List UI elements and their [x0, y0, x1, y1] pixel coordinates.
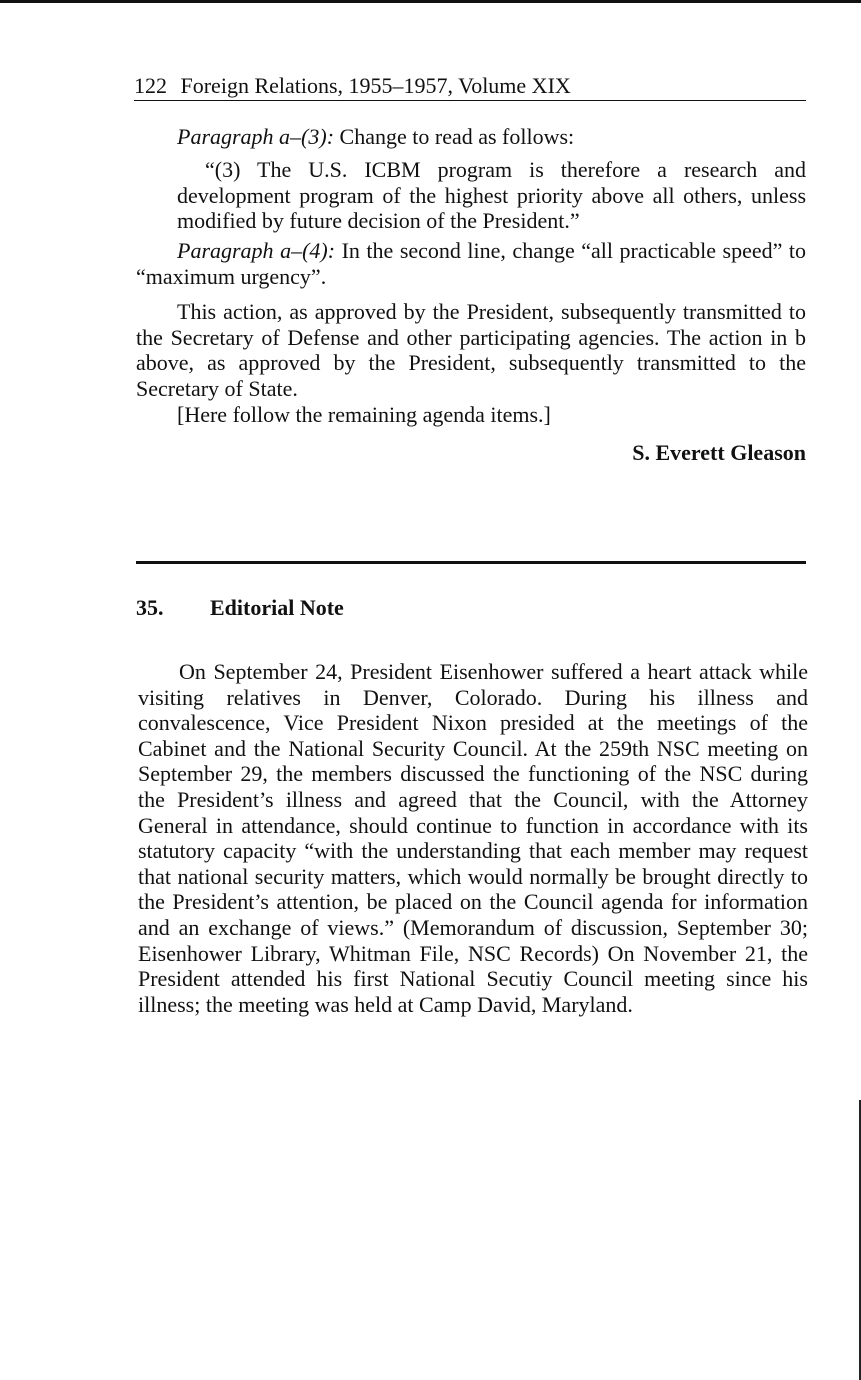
paragraph-a3-text: Change to read as follows:: [334, 124, 575, 149]
running-title: Foreign Relations, 1955–1957, Volume XIX: [180, 73, 571, 98]
quote-text: “(3) The U.S. ICBM program is therefore a research and development program of the highest priority above all others, unless modified by future decision of the President.”: [177, 157, 806, 233]
page-number: 122: [134, 73, 167, 98]
signature: S. Everett Gleason: [632, 440, 806, 465]
section-title: Editorial Note: [210, 595, 344, 620]
paragraph-a4-label: Paragraph a–(4):: [177, 238, 336, 263]
section-number: 35.: [136, 595, 164, 620]
paragraph-a3-quote: [177, 157, 806, 234]
paragraph-a3-label: Paragraph a–(3):: [177, 124, 335, 149]
remaining-items-note: [Here follow the remaining agenda items.]: [177, 402, 551, 427]
action-paragraph: This action, as approved by the President, subsequently transmitted to the Secretary of Defense and other participating agencies. The action in b above, as approved by the President, subsequently transmitted to the Secretary of State.: [136, 299, 806, 401]
running-header: [134, 72, 806, 101]
section-heading: [136, 595, 344, 621]
paragraph-a3-instruction: [177, 124, 806, 150]
page-top-border: [0, 0, 861, 3]
paragraph-a4-instruction: [136, 238, 806, 289]
section-divider: [136, 561, 806, 564]
paragraph-a4-text: In the second line, change “all practicable speed” to “maximum urgency”.: [136, 238, 806, 289]
editorial-note-body: On September 24, President Eisenhower suffered a heart attack while visiting relatives in Denver, Colorado. During his illness and convalescence, Vice President Nixon presided at the meetings of the Cabinet and the National Security Council. At the 259th NSC meeting on September 29, the members discussed the functioning of the NSC during the President’s illness and agreed that the Council, with the Attorney General in attendance, should continue to function in accordance with its statutory capacity “with the understanding that each member may request that national security matters, which would normally be brought directly to the President’s attention, be placed on the Council agenda for information and an exchange of views.” (Memorandum of discussion, September 30; Eisenhower Library, Whitman File, NSC Records) On November 21, the President attended his first National Secutiy Council meeting since his illness; the meeting was held at Camp David, Maryland.: [138, 659, 808, 1017]
